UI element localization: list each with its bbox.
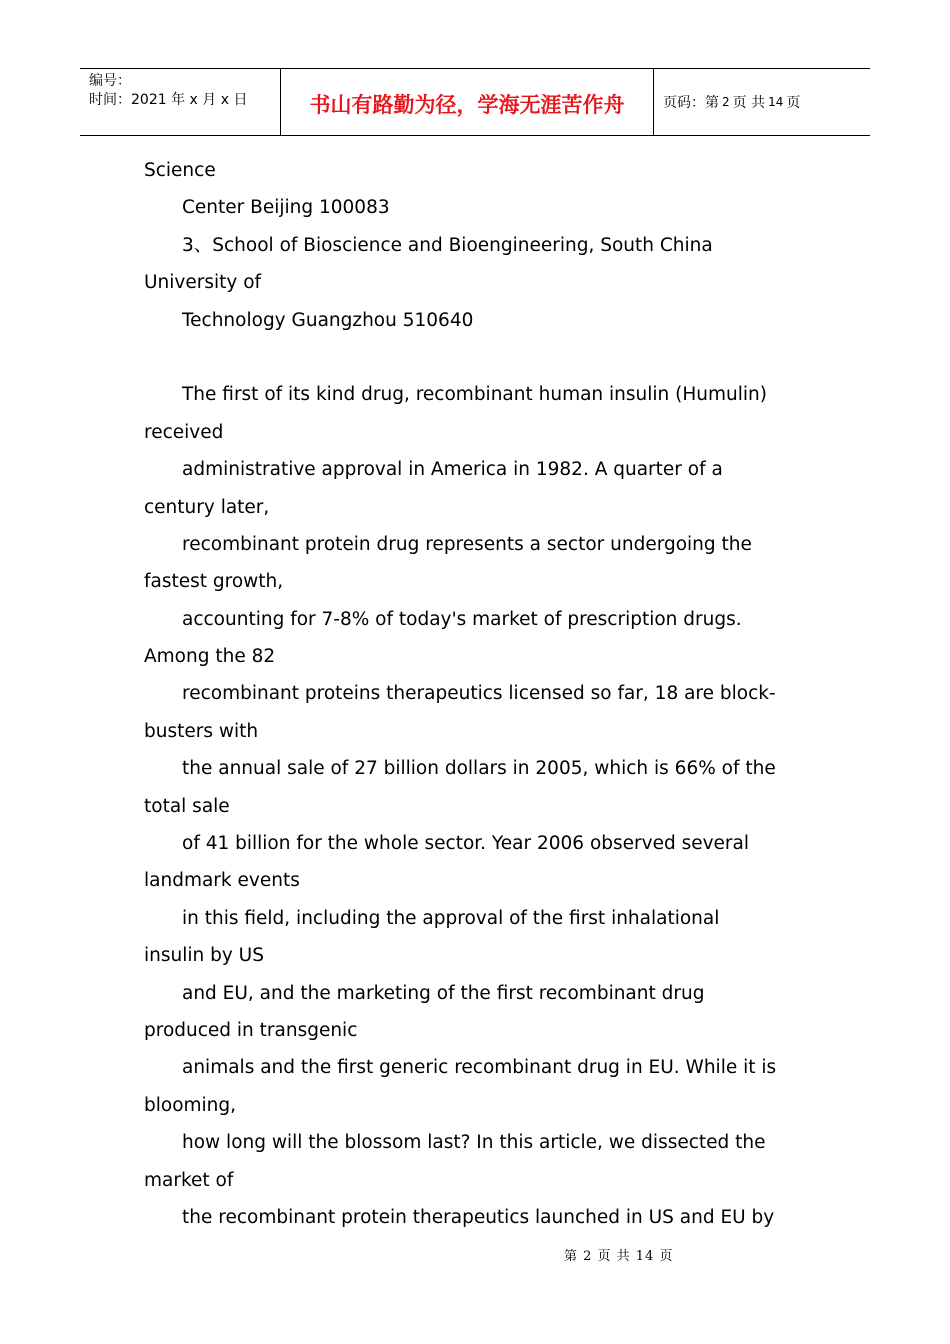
document-body [144,152,824,1236]
text-line [144,339,824,376]
header-meta [80,69,281,135]
text-line: Center Beijing 100083 [182,197,390,219]
text-line: of 41 billion for the whole sector. Year 2006 observed several [182,833,750,855]
text-line: insulin by US [144,945,264,967]
page-header [80,68,870,136]
text-line: total sale [144,795,230,817]
text-line: accounting for 7-8% of today's market of prescription drugs. [182,608,742,630]
text-line: University of [144,272,262,294]
text-line: century later, [144,496,270,518]
text-line: blooming, [144,1094,237,1116]
number-label: 编号： [89,73,131,89]
text-line: how long will the blossom last? In this article, we dissected the [182,1132,766,1154]
text-line: market of [144,1169,234,1191]
time-label: 时间：2021 年 x 月 x 日 [89,92,248,108]
header-motto: 书山有路勤为径，学海无涯苦作舟 [281,69,654,135]
text-line: Among the 82 [144,646,276,668]
header-page-info [654,69,870,135]
text-line: animals and the first generic recombinant drug in EU. While it is [182,1057,777,1079]
page-footer: 第 2 页 共 14 页 [564,1249,674,1264]
page-mid: 页 共 [732,95,766,111]
text-line: landmark events [144,870,300,892]
text-line: administrative approval in America in 1982. A quarter of a [182,459,723,481]
page-prefix: 页码：第 [663,95,719,111]
text-line: received [144,421,224,443]
text-line: recombinant protein drug represents a sector undergoing the [182,533,752,555]
text-line: and EU, and the marketing of the first recombinant drug [182,982,705,1004]
text-line: Science [144,160,216,181]
text-line: the recombinant protein therapeutics launched in US and EU by [182,1206,775,1228]
page-current: 2 [722,95,730,109]
text-line: the annual sale of 27 billion dollars in 2005, which is 66% of the [182,758,776,780]
text-line: 3、School of Bioscience and Bioengineering, South China [182,234,713,256]
text-line: produced in transgenic [144,1019,358,1041]
text-line: The first of its kind drug, recombinant human insulin (Humulin) [182,384,767,406]
page-total: 14 [768,95,784,109]
page-suffix: 页 [786,95,801,111]
text-line: Technology Guangzhou 510640 [182,309,474,331]
text-line: in this field, including the approval of the first inhalational [182,907,720,929]
text-line: fastest growth, [144,571,284,593]
text-line: recombinant proteins therapeutics licensed so far, 18 are block- [182,683,776,705]
text-line: busters with [144,720,259,742]
